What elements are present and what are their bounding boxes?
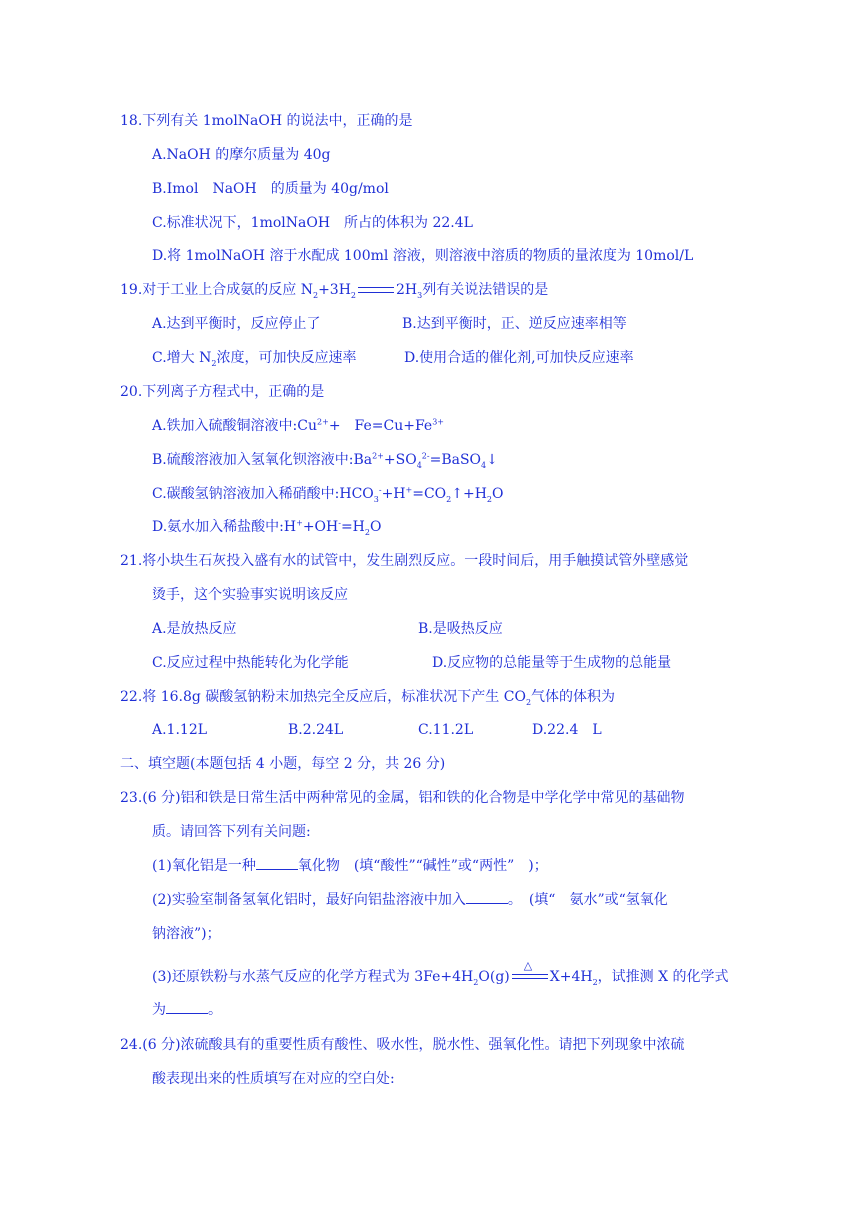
q20-option-c: C.碳酸氢钠溶液加入稀硝酸中$:HCO_3^-+H^+=CO_2↑+H_2O$ (152, 485, 504, 504)
q19-option-c: C.增大 $N_2$浓度，可加快反应速率 (152, 350, 357, 368)
heating-condition-icon: △ (510, 970, 550, 984)
q21-option-d: D.反应物的总能量等于生成物的总能量 (432, 655, 672, 671)
q18-option-c: C.标准状况下，1molNaOH 所占的体积为 22.4L (152, 215, 473, 231)
q18-option-a: A.NaOH 的摩尔质量为 40g (152, 147, 331, 163)
q23-part3: (3)还原铁粉与水蒸气反应的化学方程式为 $3Fe+4H_2O(g)$ △ $X+4H_2$，试推测 X 的化学式 (152, 959, 729, 987)
answer-blank[interactable] (466, 891, 508, 904)
q23-part2: (2)实验室制备氢氧化铝时，最好向铝盐溶液中加入 。 (填“ 氨水”或“氢氧化 (152, 892, 668, 908)
q19-stem: 19.对于工业上合成氨的反应 $N_2+3H_2$ $2H_3$列有关说法错误的是 (120, 282, 549, 300)
q19-option-b: B.达到平衡时，正、逆反应速率相等 (402, 316, 627, 332)
q18-option-d: D.将 1molNaOH 溶于水配成 100ml 溶液，则溶液中溶质的物质的量浓度为 10mol/L (152, 248, 694, 264)
q23-part1: (1)氧化铝是一种 氧化物 (填“酸性”“碱性”或“两性” )； (152, 858, 548, 874)
q20-option-b: B.硫酸溶液加入氢氧化钡溶液中$:Ba^{2+}+SO_4^{2-}=BaSO_4↓$ (152, 451, 498, 470)
q24-stem-line1: 24.(6 分)浓硫酸具有的重要性质有酸性、吸水性，脱水性、强氧化性。请把下列现象中浓硫 (120, 1037, 685, 1053)
q20-option-a: A.铁加入硫酸铜溶液中$:Cu^{2+}+$ $Fe=Cu+Fe^{3+}$ (152, 417, 444, 434)
q23-part3-continued: 为 。 (152, 1002, 222, 1018)
q21-option-b: B.是吸热反应 (418, 621, 503, 637)
q23-part2-continued: 钠溶液”)； (152, 926, 221, 942)
answer-blank[interactable] (256, 857, 298, 870)
q22-option-a: A.1.12L (152, 722, 208, 738)
q20-option-d: D.氨水加入稀盐酸中$:H^++OH^-=H_2O$ (152, 518, 382, 537)
q22-option-d: D.22.4 L (532, 722, 602, 738)
q19-option-d: D.使用合适的催化剂,可加快反应速率 (404, 350, 634, 366)
q18-option-b: B.Imol NaOH 的质量为 40g/mol (152, 181, 389, 197)
equilibrium-arrow-icon (356, 283, 396, 297)
q21-stem-line1: 21.将小块生石灰投入盛有水的试管中，发生剧烈反应。一段时间后，用手触摸试管外壁感觉 (120, 553, 689, 569)
q20-stem: 20.下列离子方程式中，正确的是 (120, 384, 325, 400)
section-heading-fill-in: 二、填空题(本题包括 4 小题，每空 2 分，共 26 分) (120, 756, 446, 772)
q21-stem-line2: 烫手，这个实验事实说明该反应 (152, 587, 348, 603)
q24-stem-line2: 酸表现出来的性质填写在对应的空白处: (152, 1071, 395, 1087)
q23-stem-line2: 质。请回答下列有关问题: (152, 824, 311, 840)
q22-stem: 22.将 16.8g 碳酸氢钠粉末加热完全反应后，标准状况下产生 $CO_2$气体的体积为 (120, 689, 616, 707)
answer-blank[interactable] (166, 1001, 208, 1014)
q23-stem-line1: 23.(6 分)铝和铁是日常生活中两种常见的金属，铝和铁的化合物是中学化学中常见的基础物 (120, 790, 685, 806)
q18-stem: 18.下列有关 1molNaOH 的说法中，正确的是 (120, 113, 413, 129)
q21-option-c: C.反应过程中热能转化为化学能 (152, 655, 349, 671)
q22-option-c: C.11.2L (418, 722, 474, 738)
q21-option-a: A.是放热反应 (152, 621, 237, 637)
q22-option-b: B.2.24L (288, 722, 344, 738)
q19-option-a: A.达到平衡时，反应停止了 (152, 316, 321, 332)
